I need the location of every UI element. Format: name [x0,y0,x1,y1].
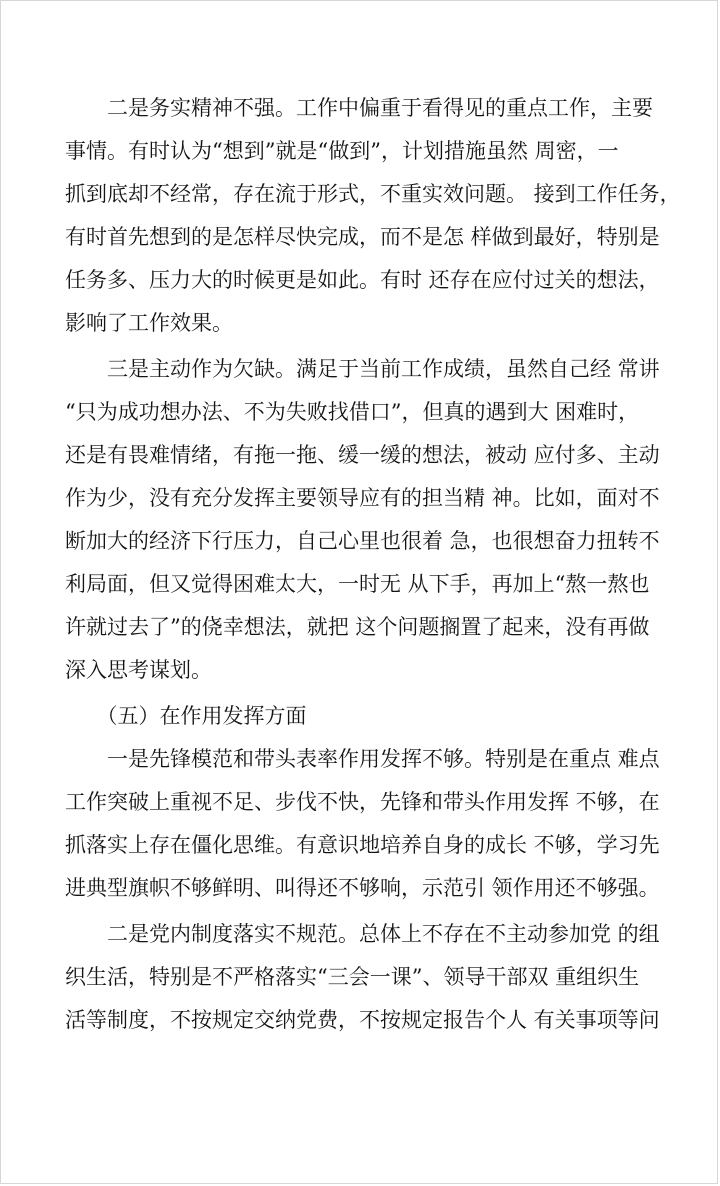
text-line: 有时首先想到的是怎样尽快完成，而不是怎 样做到最好，特别是 [65,225,660,249]
text-line: 二是务实精神不强。工作中偏重于看得见的重点工作，主要 [65,96,653,120]
text-line: 作为少，没有充分发挥主要领导应有的担当精 神。比如，面对不 [65,486,660,510]
text-line: 抓落实上存在僵化思维。有意识地培养自身的成长 不够，学习先 [65,833,660,857]
text-line: 深入思考谋划。 [65,658,212,682]
text-line: 工作突破上重视不足、步伐不快，先锋和带头作用发挥 不够，在 [65,790,660,814]
text-line: 任务多、压力大的时候更是如此。有时 还存在应付过关的想法， [65,268,660,292]
text-line: 抓到底却不经常，存在流于形式，不重实效问题。 接到工作任务， [65,182,681,206]
text-line: 织生活，特别是不严格落实“三会一课”、领导干部双 重组织生 [65,965,640,989]
text-line: 还是有畏难情绪，有拖一拖、缓一缓的想法，被动 应付多、主动 [65,443,660,467]
text-line: 利局面，但又觉得困难太大，一时无 从下手，再加上“熬一熬也 [65,572,650,596]
text-line: 活等制度，不按规定交纳党费，不按规定报告个人 有关事项等问 [65,1008,660,1032]
text-line: “只为成功想办法、不为失败找借口”，但真的遇到大 困难时， [65,400,640,424]
text-line: 许就过去了”的侥幸想法，就把 这个问题搁置了起来，没有再做 [65,615,650,639]
text-line: 进典型旗帜不够鲜明、叫得还不够响，示范引 领作用还不够强。 [65,876,660,900]
text-line: 事情。有时认为“想到”就是“做到”，计划措施虽然 周密，一 [65,139,619,163]
text-line: 断加大的经济下行压力，自己心里也很着 急，也很想奋力扭转不 [65,529,660,553]
section-heading: （五）在作用发挥方面 [65,704,307,728]
text-line: 影响了工作效果。 [65,311,233,335]
text-line: 一是先锋模范和带头表率作用发挥不够。特别是在重点 难点 [65,747,660,771]
text-line: 三是主动作为欠缺。满足于当前工作成绩，虽然自己经 常讲 [65,357,660,381]
text-line: 二是党内制度落实不规范。总体上不存在不主动参加党 的组 [65,922,660,946]
